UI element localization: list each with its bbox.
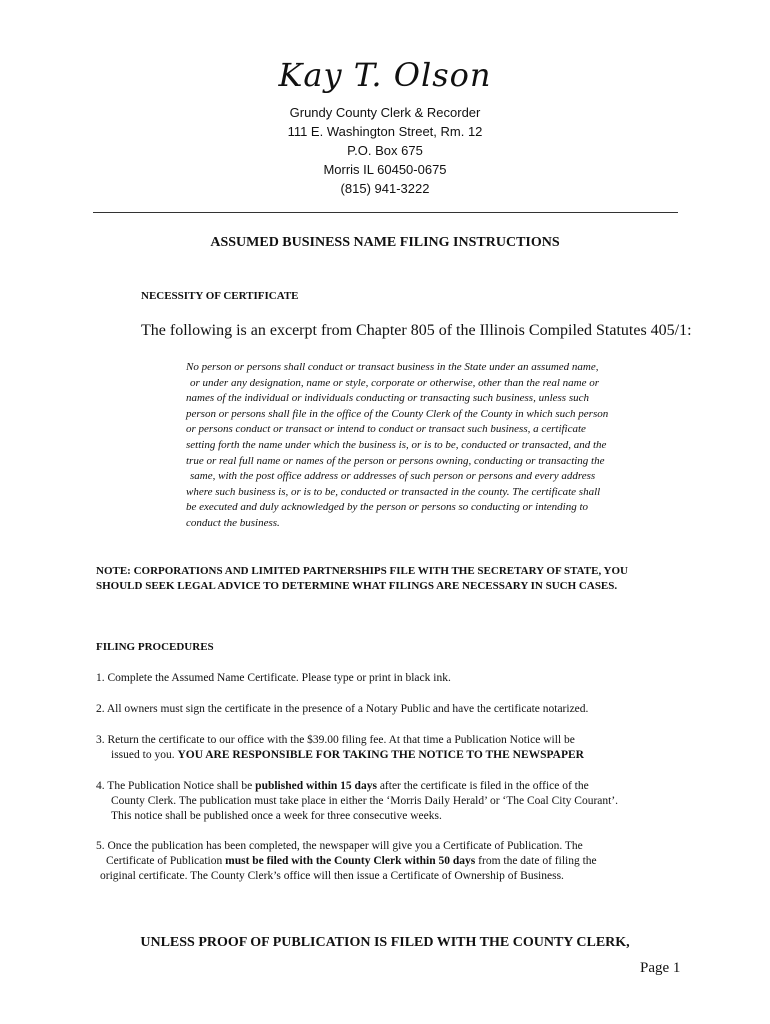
filing-procedures-heading: FILING PROCEDURES xyxy=(96,641,214,653)
document-title: ASSUMED BUSINESS NAME FILING INSTRUCTIONS xyxy=(210,235,560,250)
step-4 xyxy=(96,779,696,824)
step-1 xyxy=(96,671,696,686)
street-address: 111 E. Washington Street, Rm. 12 xyxy=(287,124,483,139)
header-divider xyxy=(93,212,678,213)
proof-of-publication-warning: UNLESS PROOF OF PUBLICATION IS FILED WITH THE COUNTY CLERK, xyxy=(140,935,630,950)
clerk-signature: Kay T. Olson xyxy=(278,56,492,94)
step-text: 1. Complete the Assumed Name Certificate. Please type or print in black ink. xyxy=(96,672,451,684)
statute-line: person or persons shall file in the office of the County Clerk of the County in which such person xyxy=(186,407,609,420)
step-text-continued: County Clerk. The publication must take place in either the ‘Morris Daily Herald’ or ‘The Coal City Courant’. xyxy=(111,795,619,807)
po-box: P.O. Box 675 xyxy=(347,143,423,158)
statute-line: setting forth the name under which the business is, or is to be, conducted or transacted, and the xyxy=(186,438,607,451)
step-5 xyxy=(96,839,696,884)
filing-deadline: must be filed with the County Clerk within 50 days xyxy=(225,855,476,867)
statute-line: be executed and duly acknowledged by the person or persons so conducting or intending to xyxy=(186,501,589,514)
statute-quote xyxy=(186,360,648,532)
step-text-continued: issued to you. YOU ARE RESPONSIBLE FOR TAKING THE NOTICE TO THE NEWSPAPER xyxy=(111,749,584,761)
statute-line: names of the individual or individuals conducting or transacting such business, unless such xyxy=(186,392,590,405)
step-text: 4. The Publication Notice shall be published within 15 days after the certificate is filed in the office of the xyxy=(96,780,589,792)
statute-line: same, with the post office address or addresses of such person or persons and every address xyxy=(190,470,596,483)
city-state-zip: Morris IL 60450-0675 xyxy=(323,162,447,177)
step-text-continued: original certificate. The County Clerk’s office will then issue a Certificate of Ownership of Business. xyxy=(100,870,564,882)
statute-line: conduct the business. xyxy=(186,516,280,529)
step-2 xyxy=(96,702,696,717)
publish-deadline: published within 15 days xyxy=(255,780,377,792)
corporation-note xyxy=(96,564,696,594)
statute-line: true or real full name or names of the person or persons owning, conducting or transacting the xyxy=(186,454,605,467)
office-name: Grundy County Clerk & Recorder xyxy=(289,105,481,120)
necessity-heading: NECESSITY OF CERTIFICATE xyxy=(141,290,299,302)
newspaper-responsibility: YOU ARE RESPONSIBLE FOR TAKING THE NOTICE TO THE NEWSPAPER xyxy=(177,749,584,761)
note-line: SHOULD SEEK LEGAL ADVICE TO DETERMINE WHAT FILINGS ARE NECESSARY IN SUCH CASES. xyxy=(96,580,618,592)
note-line: NOTE: CORPORATIONS AND LIMITED PARTNERSHIPS FILE WITH THE SECRETARY OF STATE, YOU xyxy=(96,565,629,577)
step-text: 5. Once the publication has been completed, the newspaper will give you a Certificate of Publication. The xyxy=(96,840,583,852)
excerpt-intro: The following is an excerpt from Chapter 805 of the Illinois Compiled Statutes 405/1: xyxy=(141,322,692,339)
clerk-address-block xyxy=(0,103,770,198)
step-text-continued: Certificate of Publication must be filed with the County Clerk within 50 days from the date of filing the xyxy=(106,855,597,867)
step-text: 3. Return the certificate to our office with the $39.00 filing fee. At that time a Publication Notice will be xyxy=(96,734,575,746)
step-text: 2. All owners must sign the certificate in the presence of a Notary Public and have the certificate notarized. xyxy=(96,703,589,715)
phone-number: (815) 941-3222 xyxy=(340,181,430,196)
step-3 xyxy=(96,733,696,763)
statute-line: No person or persons shall conduct or transact business in the State under an assumed name, xyxy=(186,361,599,373)
page-number: Page 1 xyxy=(640,960,681,976)
step-text-continued: This notice shall be published once a week for three consecutive weeks. xyxy=(111,810,442,822)
statute-line: or persons conduct or transact or intend to conduct or transact such business, a certificate xyxy=(186,423,586,436)
statute-line: where such business is, or is to be, conducted or transacted in the county. The certificate shall xyxy=(186,485,601,498)
statute-line: or under any designation, name or style, corporate or otherwise, other than the real name or xyxy=(190,376,599,389)
